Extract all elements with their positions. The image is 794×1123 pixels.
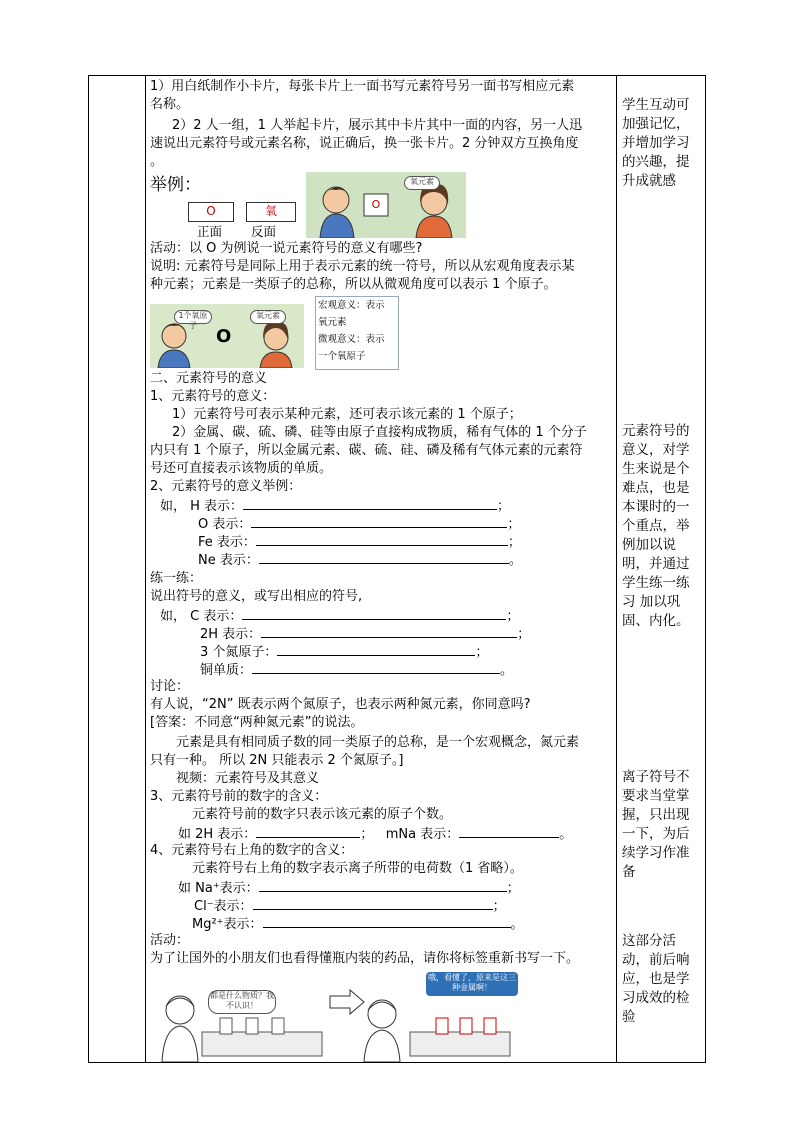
big-o-symbol: O	[216, 326, 232, 347]
blank-o[interactable]	[251, 514, 507, 528]
column-divider-left	[145, 76, 146, 1062]
card-front: O	[188, 202, 234, 222]
speech-bubble-atom: 1个氧原子	[174, 310, 212, 324]
example-h: 如， H 表示： ；	[160, 496, 510, 516]
blank-3n[interactable]	[277, 642, 475, 656]
meaning-box	[315, 296, 399, 370]
blank-cl[interactable]	[253, 896, 493, 910]
blank-2h[interactable]	[261, 624, 517, 638]
kids-card-illustration	[306, 172, 466, 238]
blank-mna[interactable]	[459, 824, 559, 838]
example-fe: Fe 表示： ；	[198, 532, 521, 552]
blank-s3-2h[interactable]	[256, 824, 360, 838]
activity-1: 活动：以 O 为例说一说元素符号的意义有哪些?	[150, 241, 423, 256]
practice-question: 说出符号的意义，或写出相应的符号,	[150, 589, 363, 604]
practice-cu: 铜单质： 。	[200, 660, 513, 680]
step-2-line-2: 速说出元素符号或元素名称，说正确后，换一张卡片。2 分钟双方互换角度	[150, 136, 579, 151]
subsection-2: 2、元素符号的意义举例：	[150, 479, 302, 494]
subsection-3-example: 如 2H 表示： ； mNa 表示： 。	[178, 824, 572, 844]
meaning-macro-2: 氧元素	[318, 317, 347, 328]
blank-c[interactable]	[242, 606, 506, 620]
held-card-symbol: O	[371, 198, 381, 211]
note-activity: 这部分活动，前后响应，也是学习成效的检验	[622, 933, 690, 1025]
subsection-3: 3、元素符号前的数字的含义：	[150, 789, 328, 804]
discussion-title: 讨论：	[150, 679, 190, 694]
speech-bubble-oxygen-2: 氧元素	[250, 310, 286, 324]
step-1-line: 1）用白纸制作小卡片，每张卡片上一面书写元素符号另一面书写相应元素	[150, 79, 575, 94]
practice-c: 如， C 表示： ；	[160, 606, 519, 626]
answer-line-1: [答案：不同意“两种氮元素”的说法。	[150, 715, 364, 730]
explanation-line-1: 说明: 元素符号是同际上用于表示元素的统一符号，所以从宏观角度表示某	[150, 259, 575, 274]
subsection-3-desc: 元素符号前的数字只表示该元素的原子个数。	[192, 807, 453, 822]
card-back: 氧	[246, 202, 296, 222]
blank-mg[interactable]	[263, 914, 511, 928]
confused-bubble: 都是什么物质？我不认识！	[208, 990, 276, 1014]
card-front-label: 正面	[197, 224, 223, 239]
understood-bubble: 哦，看懂了，原来是这三种金属啊！	[426, 972, 518, 996]
meaning-1: 1）元素符号可表示某种元素，还可表示该元素的 1 个原子；	[172, 407, 522, 422]
practice-3n: 3 个氮原子： ；	[200, 642, 488, 662]
meaning-macro: 宏观意义：表示	[318, 300, 385, 311]
speech-bubble-oxygen: 氧元素	[404, 176, 440, 190]
card-back-label: 反面	[251, 224, 277, 239]
subsection-1: 1、元素符号的意义：	[150, 389, 276, 404]
discussion-question: 有人说，“2N” 既表示两个氮原子，也表示两种氮元素，你同意吗?	[150, 697, 531, 712]
meaning-micro-2: 一个氧原子	[318, 351, 366, 362]
explanation-line-2: 种元素；元素是一类原子的总称，所以从微观角度可以表示 1 个原子。	[150, 277, 557, 292]
meaning-2-line-3: 号还可直接表示该物质的单质。	[150, 461, 333, 476]
activity-2-title: 活动：	[150, 933, 190, 948]
ion-mg: Mg²⁺表示： 。	[192, 914, 524, 934]
note-ions: 离子符号不要求当堂掌握，只出现一下，为后续学习作准备	[622, 769, 690, 880]
example-title: 举例：	[150, 175, 201, 195]
blank-fe[interactable]	[256, 532, 508, 546]
step-1-line-2: 名称。	[150, 97, 190, 112]
step-2-line-3: 。	[150, 154, 164, 169]
note-interaction: 学生互动可加强记忆，并增加学习的兴趣，提升成就感	[622, 97, 690, 189]
blank-na[interactable]	[259, 878, 507, 892]
practice-title: 练一练：	[150, 571, 203, 586]
column-divider-right	[616, 76, 617, 1062]
blank-ne[interactable]	[259, 550, 509, 564]
blank-cu[interactable]	[252, 660, 500, 674]
blank-h[interactable]	[243, 496, 497, 510]
subsection-4-desc: 元素符号右上角的数字表示离子所带的电荷数（1 省略）。	[192, 861, 523, 876]
answer-line-3: 只有一种。 所以 2N 只能表示 2 个氮原子。]	[150, 753, 404, 768]
step-2-line: 2）2 人一组，1 人举起卡片，展示其中卡片其中一面的内容，另一人迅	[172, 118, 583, 133]
meaning-micro: 微观意义：表示	[318, 334, 385, 345]
note-difficulty: 元素符号的意义，对学生来说是个难点，也是本课时的一个重点，举例加以说明，并通过 学生练一练习 加以巩固、内化。	[622, 423, 690, 629]
practice-2h: 2H 表示： ；	[200, 624, 530, 644]
ion-na: 如 Na⁺表示： ；	[178, 878, 520, 898]
example-ne: Ne 表示： 。	[198, 550, 522, 570]
subsection-4: 4、元素符号右上角的数字的含义：	[150, 843, 354, 858]
video-line: 视频：元素符号及其意义	[176, 771, 320, 786]
meaning-2: 2）金属、碳、硫、磷、硅等由原子直接构成物质，稀有气体的 1 个分子	[172, 425, 587, 440]
example-o: O 表示： ；	[198, 514, 520, 534]
answer-line-2: 元素是具有相同质子数的同一类原子的总称，是一个宏观概念，氮元素	[176, 735, 580, 750]
bottles-illustration	[150, 970, 520, 1062]
section-2-title: 二、元素符号的意义	[150, 371, 268, 386]
activity-2-question: 为了让国外的小朋友们也看得懂瓶内装的药品，请你将标签重新书写一下。	[150, 951, 580, 966]
meaning-2-line-2: 内只有 1 个原子，所以金属元素、碳、硫、硅、磷及稀有气体元素的元素符	[150, 443, 583, 458]
oxygen-meaning-illustration	[150, 304, 304, 368]
ion-cl: Cl⁻表示： ；	[194, 896, 506, 916]
